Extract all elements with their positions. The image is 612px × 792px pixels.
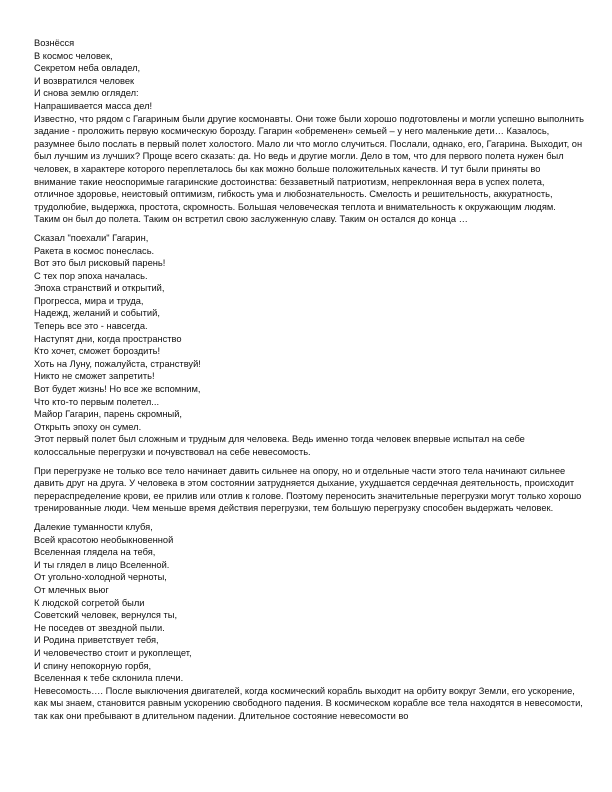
poem-line: Майор Гагарин, парень скромный, (34, 409, 182, 420)
poem-line: От млечных вьюг (34, 584, 109, 595)
poem-line: Всей красотою необыкновенной (34, 534, 174, 545)
poem-line: Открыть эпоху он сумел. (34, 421, 142, 432)
poem-line: Наступят дни, когда пространство (34, 333, 182, 344)
document-page (34, 37, 584, 722)
paragraph-overload: При перегрузке не только все тело начинает давить сильнее на опору, но и отдельные части этого тела начинают сильнее давить друг на друга. У человека в этом состоянии затрудняется дыхание, ухудшается сердечная деятельность, происходит перераспределение крови, ее прилив или отлив к голове. Поэтому переносить значительные перегрузки могут только хорошо тренированные люди. Чем меньше время действия перегрузки, тем большую перегрузку способен выдержать человек. (34, 465, 582, 514)
poem-line: Никто не сможет запретить! (34, 371, 155, 382)
poem-line: Вселенная глядела на тебя, (34, 547, 156, 558)
poem-line: Кто хочет, сможет бороздить! (34, 346, 161, 357)
poem-line: Не поседев от звездной пыли. (34, 622, 165, 633)
poem-line: И спину непокорную горбя, (34, 660, 152, 671)
poem-2 (34, 232, 584, 434)
poem-line: Хоть на Луну, пожалуйста, странствуй! (34, 358, 201, 369)
poem-line: К людской согретой были (34, 597, 145, 608)
paragraph-first-flight: Этот первый полет был сложным и трудным для человека. Ведь именно тогда человек впервые испытал на себе колоссальные перегрузки и почувствовал на себе невесомость. (34, 434, 525, 457)
poem-line: В космос человек, (34, 50, 113, 61)
poem-line: Надежд, желаний и событий, (34, 308, 160, 319)
poem-line: Вселенная к тебе склонила плечи. (34, 673, 184, 684)
poem-line: Вот это был рисковый парень! (34, 258, 166, 269)
poem-line: Вот будет жизнь! Но все же вспомним, (34, 384, 201, 395)
poem-line: Секретом неба овладел, (34, 63, 141, 74)
poem-line: Советский человек, вернулся ты, (34, 610, 178, 621)
poem-line: Теперь все это - навсегда. (34, 321, 148, 332)
poem-line: От угольно-холодной черноты, (34, 572, 167, 583)
poem-line: И Родина приветствует тебя, (34, 635, 159, 646)
poem-line: И возвратился человек (34, 75, 135, 86)
paragraph-weightlessness: Невесомость…. После выключения двигателей, когда космический корабль выходит на орбиту вокруг Земли, его ускорение, как мы знаем, становится равным ускорению свободного падения. В космическом корабле все тела находятся в невесомости, так как они пребывают в длительном падении. Длительное состояние невесомости во (34, 685, 583, 721)
poem-line: Напрашивается масса дел! (34, 100, 153, 111)
poem-line: И ты глядел в лицо Вселенной. (34, 559, 170, 570)
poem-line: Вознёсся (34, 38, 75, 48)
poem-3 (34, 521, 584, 685)
poem-line: Эпоха странствий и открытий, (34, 283, 165, 294)
paragraph-gagarin-qualities: Известно, что рядом с Гагариным были другие космонавты. Они тоже были хорошо подготовлены и могли успешно выполнить задание - проложить первую космическую борозду. Гагарин «обременен» семьей – у него маленькие дети… Казалось, разумнее было послать в первый полет холостого. Мало ли что могло случиться. Послали, однако, его, Гагарина. Выходит, он был лучшим из лучших? Проще всего сказать: да. Но ведь и другие могли. Дело в том, что для первого полета нужен был человек, в характере которого переплеталось бы как можно больше положительных качеств. И тут были приняты во внимание такие неоспоримые гагаринские достоинства: беззаветный патриотизм, непреклонная вера в успех полета, отличное здоровье, неистовый оптимизм, гибкость ума и любознательность. Смелость и решительность, аккуратность, трудолюбие, выдержка, простота, скромность. Большая человеческая теплота и внимательность к окружающим людям. Таким он был до полета. Таким он встретил свою заслуженную славу. Таким он остался до конца … (34, 113, 584, 225)
poem-line: Далекие туманности клубя, (34, 521, 153, 532)
poem-line: И снова землю оглядел: (34, 88, 139, 99)
poem-line: И человечество стоит и рукоплещет, (34, 647, 192, 658)
poem-line: Прогресса, мира и труда, (34, 295, 144, 306)
poem-line: С тех пор эпоха началась. (34, 270, 148, 281)
poem-line: Сказал "поехали" Гагарин, (34, 232, 149, 243)
poem-line: Что кто-то первым полетел... (34, 396, 160, 407)
poem-1 (34, 37, 584, 113)
poem-line: Ракета в космос понеслась. (34, 245, 155, 256)
